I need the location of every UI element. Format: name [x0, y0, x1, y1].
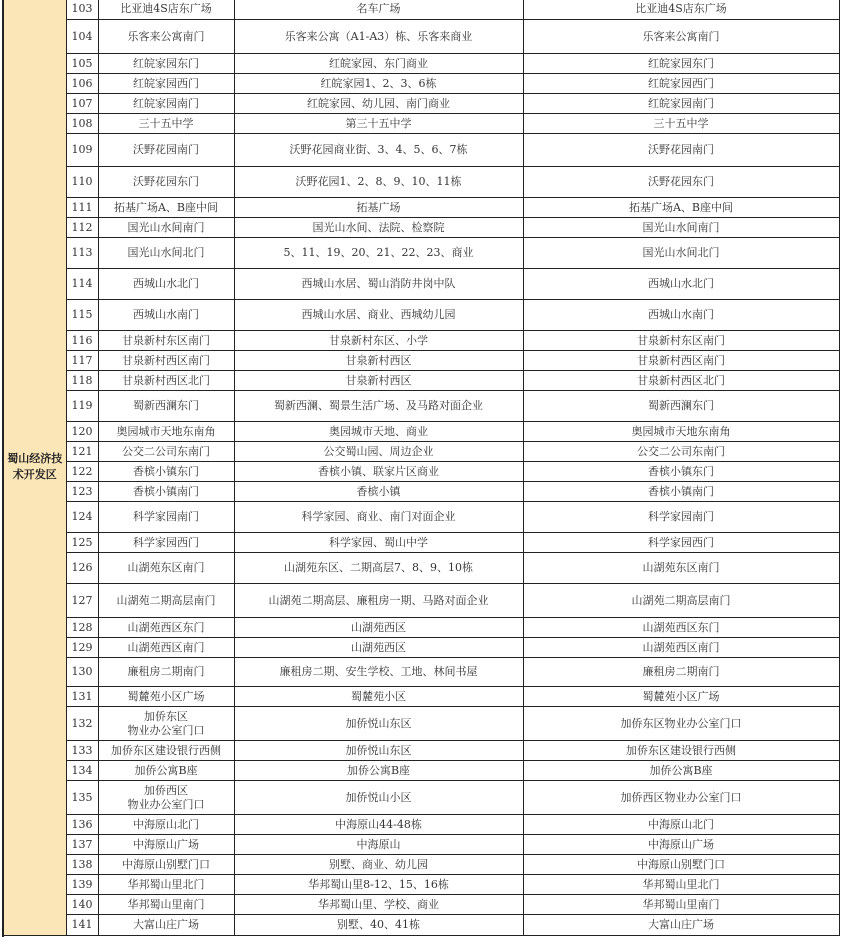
collection-point-cell: 山湖苑西区南门: [98, 638, 234, 658]
row-number-cell: 139: [66, 875, 98, 895]
service-scope-cell: 山湖苑东区、二期高层7、8、9、10栋: [234, 553, 523, 584]
collection-point-cell: 甘泉新村东区南门: [98, 331, 234, 351]
service-scope-cell: 奥园城市天地、商业: [234, 422, 523, 442]
service-scope-cell: 中海原山44-48栋: [234, 815, 523, 835]
collection-point-cell: 蜀麓苑小区广场: [98, 687, 234, 707]
row-number-cell: 137: [66, 835, 98, 855]
collection-point-cell: 香槟小镇东门: [98, 462, 234, 482]
collection-point-cell: 加侨公寓B座: [98, 761, 234, 781]
table-body: [3, 0, 839, 936]
location-cell: 红皖家园西门: [523, 74, 839, 94]
table-row: [3, 371, 839, 391]
collection-point-cell: 香槟小镇南门: [98, 482, 234, 502]
location-cell: 蜀麓苑小区广场: [523, 687, 839, 707]
collection-point-cell: 红皖家园南门: [98, 94, 234, 114]
location-cell: 沃野花园东门: [523, 167, 839, 198]
row-number-cell: 140: [66, 895, 98, 915]
row-number-cell: 128: [66, 618, 98, 638]
collection-point-cell: 华邦蜀山里南门: [98, 895, 234, 915]
service-scope-cell: 红皖家园、东门商业: [234, 54, 523, 74]
table-row: [3, 300, 839, 331]
collection-point-cell: 甘泉新村西区北门: [98, 371, 234, 391]
location-cell: 廉租房二期南门: [523, 658, 839, 687]
row-number-cell: 117: [66, 351, 98, 371]
row-number-cell: 104: [66, 20, 98, 54]
service-scope-cell: 加侨悦山东区: [234, 741, 523, 761]
service-scope-cell: 别墅、40、41栋: [234, 915, 523, 936]
table-row: [3, 134, 839, 167]
collection-point-cell: 国光山水间北门: [98, 238, 234, 269]
service-scope-cell: 华邦蜀山里8-12、15、16栋: [234, 875, 523, 895]
collection-point-cell: 西城山水北门: [98, 269, 234, 300]
service-scope-cell: 中海原山: [234, 835, 523, 855]
service-scope-cell: 蜀新西澜、蜀景生活广场、及马路对面企业: [234, 391, 523, 422]
collection-point-cell: 中海原山北门: [98, 815, 234, 835]
collection-point-cell: 大富山庄广场: [98, 915, 234, 936]
table-row: [3, 687, 839, 707]
location-cell: 加侨西区物业办公室门口: [523, 781, 839, 815]
collection-point-cell: 加侨东区建设银行西侧: [98, 741, 234, 761]
table-row: [3, 269, 839, 300]
location-cell: 红皖家园东门: [523, 54, 839, 74]
row-number-cell: 120: [66, 422, 98, 442]
service-scope-cell: 第三十五中学: [234, 114, 523, 134]
row-number-cell: 110: [66, 167, 98, 198]
location-cell: 甘泉新村东区南门: [523, 331, 839, 351]
service-scope-cell: 加侨公寓B座: [234, 761, 523, 781]
location-cell: 乐客来公寓南门: [523, 20, 839, 54]
table-row: [3, 391, 839, 422]
table-row: [3, 875, 839, 895]
location-cell: 科学家园西门: [523, 533, 839, 553]
location-cell: 香槟小镇南门: [523, 482, 839, 502]
table-row: [3, 442, 839, 462]
collection-point-cell: 华邦蜀山里北门: [98, 875, 234, 895]
row-number-cell: 106: [66, 74, 98, 94]
service-scope-cell: 甘泉新村西区: [234, 351, 523, 371]
service-scope-cell: 拓基广场: [234, 198, 523, 218]
table-row: [3, 502, 839, 533]
location-cell: 中海原山别墅门口: [523, 855, 839, 875]
table-row: [3, 167, 839, 198]
service-scope-cell: 科学家园、商业、南门对面企业: [234, 502, 523, 533]
row-number-cell: 138: [66, 855, 98, 875]
location-cell: 加侨公寓B座: [523, 761, 839, 781]
location-cell: 中海原山广场: [523, 835, 839, 855]
service-scope-cell: 名车广场: [234, 0, 523, 20]
table-row: [3, 835, 839, 855]
row-number-cell: 126: [66, 553, 98, 584]
service-scope-cell: 红皖家园、幼儿园、南门商业: [234, 94, 523, 114]
table-row: [3, 351, 839, 371]
location-cell: 比亚迪4S店东广场: [523, 0, 839, 20]
location-cell: 山湖苑西区南门: [523, 638, 839, 658]
table-row: [3, 915, 839, 936]
collection-point-cell: 红皖家园东门: [98, 54, 234, 74]
row-number-cell: 105: [66, 54, 98, 74]
service-scope-cell: 5、11、19、20、21、22、23、商业: [234, 238, 523, 269]
service-scope-cell: 国光山水间、法院、检察院: [234, 218, 523, 238]
collection-point-cell: 公交二公司东南门: [98, 442, 234, 462]
location-cell: 奥园城市天地东南角: [523, 422, 839, 442]
collection-point-cell: 乐客来公寓南门: [98, 20, 234, 54]
row-number-cell: 123: [66, 482, 98, 502]
row-number-cell: 115: [66, 300, 98, 331]
row-number-cell: 119: [66, 391, 98, 422]
service-scope-cell: 加侨悦山东区: [234, 707, 523, 741]
table-row: [3, 0, 839, 20]
table-row: [3, 584, 839, 618]
district-cell: 蜀山经济技术开发区: [3, 0, 66, 936]
location-cell: 三十五中学: [523, 114, 839, 134]
row-number-cell: 112: [66, 218, 98, 238]
service-scope-cell: 西城山水居、蜀山消防井岗中队: [234, 269, 523, 300]
service-scope-cell: 红皖家园1、2、3、6栋: [234, 74, 523, 94]
table-row: [3, 422, 839, 442]
collection-point-cell: 国光山水间南门: [98, 218, 234, 238]
table-row: [3, 331, 839, 351]
location-cell: 沃野花园南门: [523, 134, 839, 167]
service-scope-cell: 甘泉新村西区: [234, 371, 523, 391]
table-row: [3, 781, 839, 815]
collection-point-cell: 红皖家园西门: [98, 74, 234, 94]
location-cell: 科学家园南门: [523, 502, 839, 533]
location-cell: 加侨东区建设银行西侧: [523, 741, 839, 761]
location-cell: 加侨东区物业办公室门口: [523, 707, 839, 741]
table-row: [3, 54, 839, 74]
table-row: [3, 218, 839, 238]
collection-point-cell: 中海原山广场: [98, 835, 234, 855]
location-cell: 蜀新西澜东门: [523, 391, 839, 422]
location-cell: 国光山水间南门: [523, 218, 839, 238]
collection-point-cell: 科学家园西门: [98, 533, 234, 553]
row-number-cell: 133: [66, 741, 98, 761]
service-scope-cell: 山湖苑西区: [234, 618, 523, 638]
table-row: [3, 482, 839, 502]
table-row: [3, 74, 839, 94]
row-number-cell: 127: [66, 584, 98, 618]
row-number-cell: 107: [66, 94, 98, 114]
row-number-cell: 108: [66, 114, 98, 134]
service-scope-cell: 乐客来公寓（A1-A3）栋、乐客来商业: [234, 20, 523, 54]
location-cell: 大富山庄广场: [523, 915, 839, 936]
service-scope-cell: 加侨悦山小区: [234, 781, 523, 815]
service-scope-cell: 华邦蜀山里、学校、商业: [234, 895, 523, 915]
table-row: [3, 114, 839, 134]
collection-point-cell: 西城山水南门: [98, 300, 234, 331]
location-cell: 山湖苑东区南门: [523, 553, 839, 584]
location-cell: 红皖家园南门: [523, 94, 839, 114]
collection-point-cell: 科学家园南门: [98, 502, 234, 533]
collection-point-cell: 甘泉新村西区南门: [98, 351, 234, 371]
collection-point-table: [2, 0, 840, 936]
table-row: [3, 761, 839, 781]
row-number-cell: 122: [66, 462, 98, 482]
row-number-cell: 141: [66, 915, 98, 936]
collection-point-cell: 山湖苑二期高层南门: [98, 584, 234, 618]
collection-point-cell: 中海原山别墅门口: [98, 855, 234, 875]
collection-point-cell: 奥园城市天地东南角: [98, 422, 234, 442]
location-cell: 香槟小镇东门: [523, 462, 839, 482]
table-row: [3, 741, 839, 761]
table-row: [3, 198, 839, 218]
service-scope-cell: 廉租房二期、安生学校、工地、林间书屋: [234, 658, 523, 687]
table-row: [3, 20, 839, 54]
table-row: [3, 638, 839, 658]
table-row: [3, 462, 839, 482]
service-scope-cell: 香槟小镇、联家片区商业: [234, 462, 523, 482]
service-scope-cell: 公交蜀山园、周边企业: [234, 442, 523, 462]
row-number-cell: 116: [66, 331, 98, 351]
table-row: [3, 658, 839, 687]
row-number-cell: 135: [66, 781, 98, 815]
service-scope-cell: 蜀麓苑小区: [234, 687, 523, 707]
row-number-cell: 109: [66, 134, 98, 167]
collection-point-cell: 廉租房二期南门: [98, 658, 234, 687]
collection-point-cell: 山湖苑东区南门: [98, 553, 234, 584]
table-row: [3, 855, 839, 875]
service-scope-cell: 西城山水居、商业、西城幼儿园: [234, 300, 523, 331]
table-row: [3, 815, 839, 835]
table-row: [3, 553, 839, 584]
row-number-cell: 111: [66, 198, 98, 218]
service-scope-cell: 科学家园、蜀山中学: [234, 533, 523, 553]
collection-point-cell: 蜀新西澜东门: [98, 391, 234, 422]
location-cell: 华邦蜀山里南门: [523, 895, 839, 915]
collection-point-cell: 沃野花园南门: [98, 134, 234, 167]
table-row: [3, 94, 839, 114]
location-cell: 山湖苑二期高层南门: [523, 584, 839, 618]
row-number-cell: 125: [66, 533, 98, 553]
collection-point-cell: 加侨西区 物业办公室门口: [98, 781, 234, 815]
table-row: [3, 707, 839, 741]
service-scope-cell: 沃野花园1、2、8、9、10、11栋: [234, 167, 523, 198]
row-number-cell: 103: [66, 0, 98, 20]
row-number-cell: 131: [66, 687, 98, 707]
row-number-cell: 118: [66, 371, 98, 391]
location-cell: 甘泉新村西区南门: [523, 351, 839, 371]
location-cell: 山湖苑西区东门: [523, 618, 839, 638]
location-cell: 华邦蜀山里北门: [523, 875, 839, 895]
collection-point-cell: 山湖苑西区东门: [98, 618, 234, 638]
location-cell: 国光山水间北门: [523, 238, 839, 269]
row-number-cell: 113: [66, 238, 98, 269]
location-cell: 中海原山北门: [523, 815, 839, 835]
collection-point-cell: 比亚迪4S店东广场: [98, 0, 234, 20]
row-number-cell: 124: [66, 502, 98, 533]
row-number-cell: 129: [66, 638, 98, 658]
collection-point-cell: 三十五中学: [98, 114, 234, 134]
table-row: [3, 533, 839, 553]
table-row: [3, 895, 839, 915]
location-cell: 公交二公司东南门: [523, 442, 839, 462]
table-row: [3, 618, 839, 638]
row-number-cell: 130: [66, 658, 98, 687]
row-number-cell: 134: [66, 761, 98, 781]
location-cell: 拓基广场A、B座中间: [523, 198, 839, 218]
location-cell: 西城山水北门: [523, 269, 839, 300]
location-cell: 甘泉新村西区北门: [523, 371, 839, 391]
collection-point-cell: 加侨东区 物业办公室门口: [98, 707, 234, 741]
service-scope-cell: 甘泉新村东区、小学: [234, 331, 523, 351]
service-scope-cell: 山湖苑二期高层、廉租房一期、马路对面企业: [234, 584, 523, 618]
row-number-cell: 114: [66, 269, 98, 300]
service-scope-cell: 别墅、商业、幼儿园: [234, 855, 523, 875]
row-number-cell: 136: [66, 815, 98, 835]
service-scope-cell: 山湖苑西区: [234, 638, 523, 658]
row-number-cell: 132: [66, 707, 98, 741]
collection-point-cell: 沃野花园东门: [98, 167, 234, 198]
collection-point-cell: 拓基广场A、B座中间: [98, 198, 234, 218]
location-cell: 西城山水南门: [523, 300, 839, 331]
service-scope-cell: 沃野花园商业街、3、4、5、6、7栋: [234, 134, 523, 167]
row-number-cell: 121: [66, 442, 98, 462]
service-scope-cell: 香槟小镇: [234, 482, 523, 502]
table-row: [3, 238, 839, 269]
